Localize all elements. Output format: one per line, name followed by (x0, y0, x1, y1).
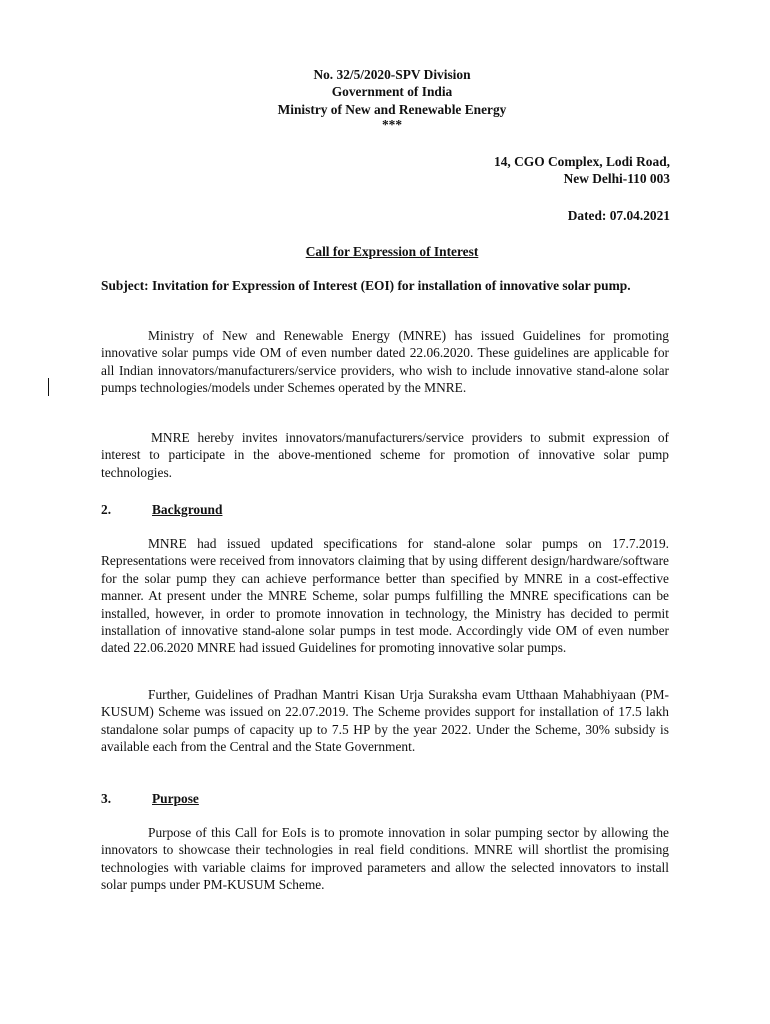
government-name: Government of India (331, 84, 453, 100)
ministry-name: Ministry of New and Renewable Energy (277, 101, 507, 117)
text-cursor (48, 378, 49, 396)
separator-stars: *** (381, 117, 403, 133)
section-number: 2. (101, 502, 112, 517)
section-purpose-heading (101, 790, 199, 807)
file-number: No. 32/5/2020-SPV Division (313, 67, 471, 82)
purpose-paragraph-1: Purpose of this Call for EoIs is to promote innovation in solar pumping sector by allowing the innovators to showcase their technologies in real field conditions. MNRE will shortlist the promising technologies with variable claims for improved parameters and allow the selected innovators to install solar pumps under PM-KUSUM Scheme. (101, 825, 669, 893)
intro-paragraph-1: Ministry of New and Renewable Energy (MNRE) has issued Guidelines for promoting innovative solar pumps vide OM of even number dated 22.06.2020. These guidelines are applicable for all Indian innovators/manufacturers/service providers, who wish to include innovative stand-alone solar pumps technologies/models under Schemes operated by the MNRE. (101, 328, 669, 396)
background-paragraph-1: MNRE had issued updated specifications for stand-alone solar pumps on 17.7.2019. Representations were received from innovators claiming that by using different design/hardware/software for the solar pump they can achieve performance better than specified by MNRE in a cost-effective manner. At present under the MNRE Scheme, solar pumps fulfilling the MNRE specifications can be installed, however, in order to promote innovation in technology, the Ministry has decided to permit installation of innovative stand-alone solar pumps in test mode. Accordingly vide OM of even number dated 22.06.2020 MNRE had issued Guidelines for promoting innovative solar pumps. (101, 536, 669, 656)
document-date: Dated: 07.04.2021 (567, 208, 670, 223)
section-number: 3. (101, 791, 112, 806)
intro-paragraph-2: MNRE hereby invites innovators/manufacturers/service providers to submit expression of interest to participate in the above-mentioned scheme for promotion of innovative solar pump technologies. (101, 430, 669, 480)
subject-line: Subject: Invitation for Expression of Interest (EOI) for installation of innovative solar pump. (101, 278, 631, 293)
address-line-1: 14, CGO Complex, Lodi Road, (494, 154, 670, 169)
section-background-heading (101, 501, 222, 518)
section-title: Purpose (152, 791, 199, 806)
office-address (494, 153, 670, 188)
letter-header (0, 66, 770, 132)
section-title: Background (152, 502, 223, 517)
background-paragraph-2: Further, Guidelines of Pradhan Mantri Kisan Urja Suraksha evam Utthaan Mahabhiyaan (PM-KUSUM) Scheme was issued on 22.07.2019. The Scheme provides support for installation of 17.5 lakh standalone solar pumps of capacity up to 7.5 HP by the year 2022. Under the Scheme, 30% subsidy is available each from the Central and the State Government. (101, 687, 669, 755)
call-title: Call for Expression of Interest (305, 244, 479, 259)
address-line-2: New Delhi-110 003 (563, 171, 670, 187)
